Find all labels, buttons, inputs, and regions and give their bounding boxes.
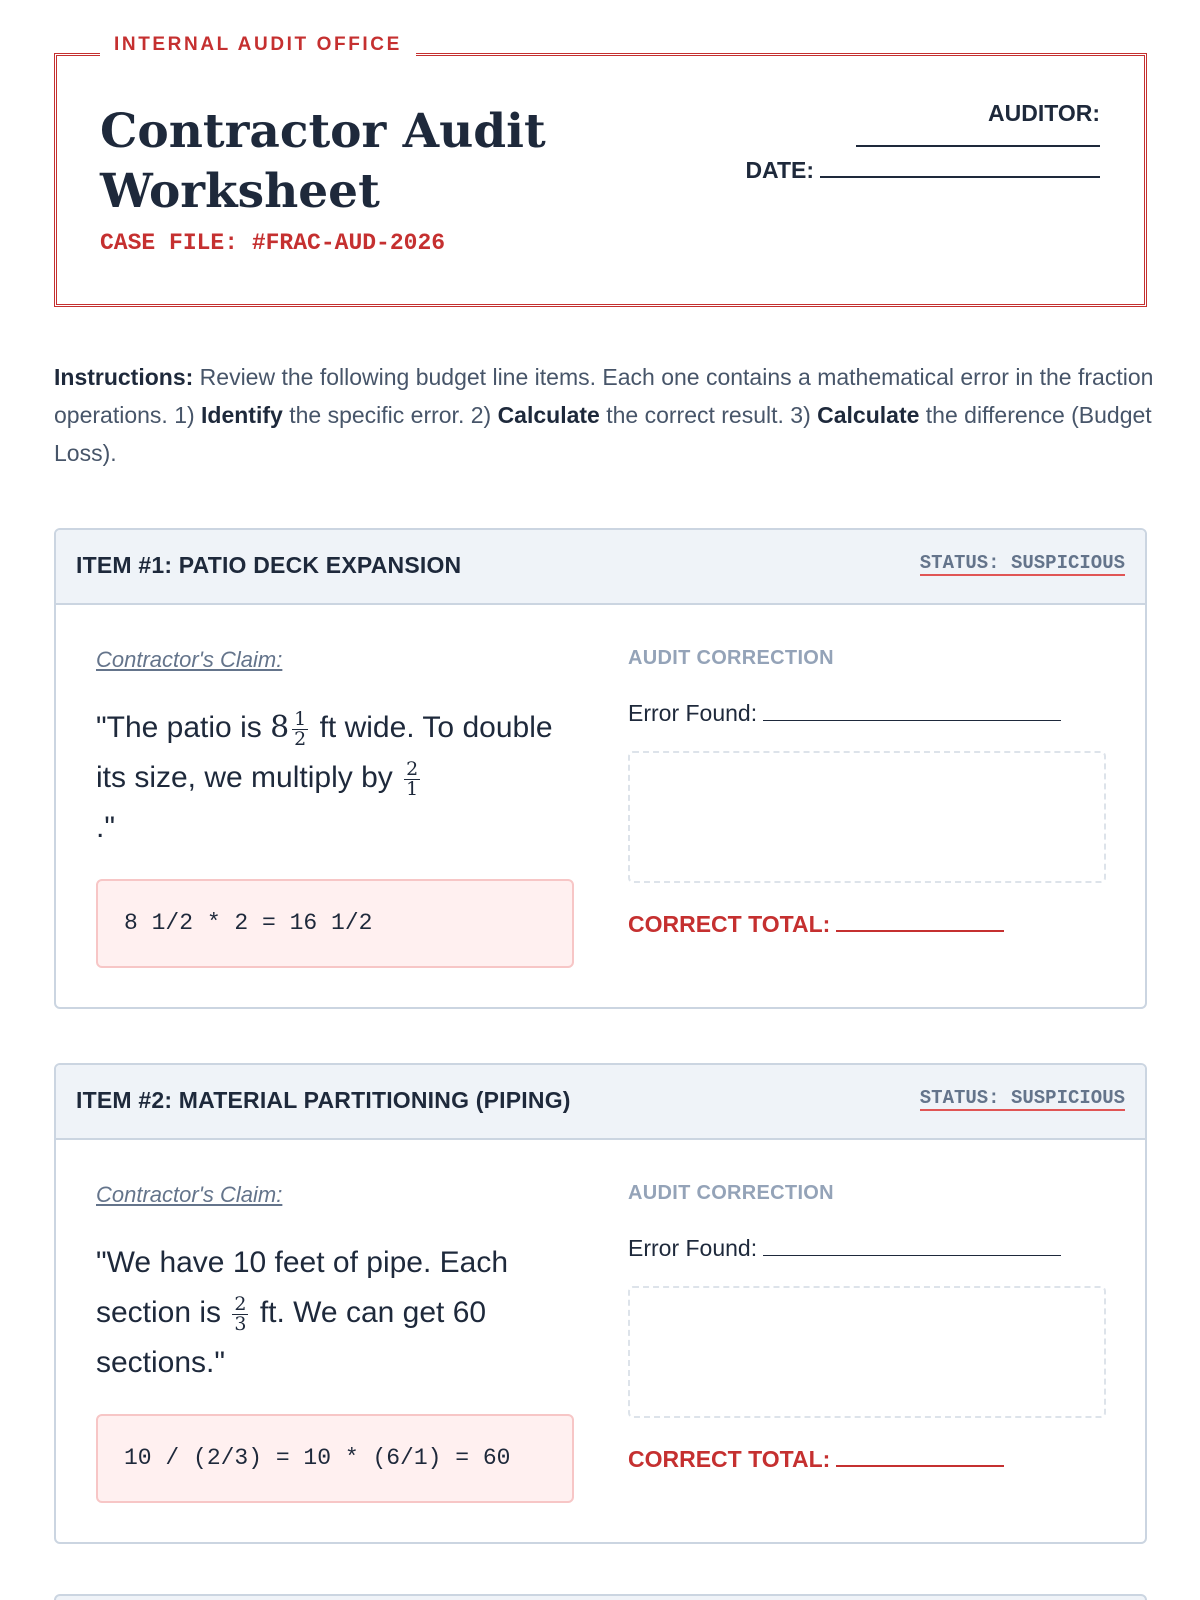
auditor-label: AUDITOR: bbox=[987, 100, 1100, 126]
page-title bbox=[100, 102, 546, 222]
claim-text bbox=[96, 703, 576, 853]
date-row bbox=[740, 157, 1100, 184]
error-found-label: Error Found: bbox=[628, 1235, 758, 1261]
claim-text-part: "The patio is bbox=[96, 711, 271, 744]
item-header bbox=[56, 530, 1145, 605]
correct-total-label: CORRECT TOTAL: bbox=[628, 911, 831, 937]
correct-total-row bbox=[628, 1446, 1004, 1473]
fraction-denominator: 3 bbox=[234, 1312, 247, 1335]
fraction-numerator: 2 bbox=[406, 757, 419, 780]
item-title: ITEM #2: MATERIAL PARTITIONING (PIPING) bbox=[76, 1087, 571, 1113]
correct-total-label: CORRECT TOTAL: bbox=[628, 1446, 831, 1472]
title-line-1: Contractor Audit bbox=[100, 104, 546, 159]
fraction bbox=[292, 707, 308, 750]
fraction-numerator: 1 bbox=[294, 707, 307, 730]
error-found-field[interactable] bbox=[763, 1252, 1061, 1256]
claim-label: Contractor's Claim: bbox=[96, 647, 283, 672]
audit-item-1 bbox=[54, 528, 1147, 1009]
instructions-text: the correct result. 3) bbox=[599, 402, 818, 428]
instructions-calculate: Calculate bbox=[817, 402, 920, 428]
claim-text-part: ft wide. To double its size, we multiply by bbox=[96, 711, 553, 794]
claimed-calculation: 8 1/2 * 2 = 16 1/2 bbox=[96, 879, 574, 968]
correct-total-row bbox=[628, 911, 1004, 938]
fraction-denominator: 2 bbox=[294, 727, 307, 750]
error-found-label: Error Found: bbox=[628, 700, 758, 726]
date-field[interactable] bbox=[820, 174, 1100, 178]
claim-text-part: ft. We can get 60 sections." bbox=[96, 1296, 487, 1379]
status-badge: STATUS: SUSPICIOUS bbox=[919, 1087, 1125, 1109]
audit-correction-label: AUDIT CORRECTION bbox=[628, 1182, 834, 1204]
instructions bbox=[54, 358, 1154, 472]
auditor-field[interactable] bbox=[856, 127, 1100, 147]
audit-item-2 bbox=[54, 1063, 1147, 1544]
date-label: DATE: bbox=[745, 157, 814, 183]
fraction bbox=[232, 1292, 248, 1335]
instructions-identify: Identify bbox=[201, 402, 283, 428]
fraction-denominator: 1 bbox=[406, 777, 419, 800]
office-label: INTERNAL AUDIT OFFICE bbox=[100, 34, 416, 56]
title-line-2: Worksheet bbox=[100, 164, 380, 219]
fraction-numerator: 2 bbox=[234, 1292, 247, 1315]
correct-total-field[interactable] bbox=[836, 1463, 1004, 1467]
instructions-text: Review the following budget line items. Each one contains a mathematical error in the fraction operations. 1) bbox=[54, 364, 1154, 428]
item-header bbox=[56, 1065, 1145, 1140]
claim-text bbox=[96, 1238, 576, 1388]
auditor-block bbox=[740, 100, 1100, 184]
fraction bbox=[404, 757, 420, 800]
claimed-calculation: 10 / (2/3) = 10 * (6/1) = 60 bbox=[96, 1414, 574, 1503]
status-badge: STATUS: SUSPICIOUS bbox=[919, 552, 1125, 574]
work-area[interactable] bbox=[628, 751, 1106, 883]
instructions-text: the difference (Budget Loss). bbox=[54, 402, 1152, 466]
mixed-number-whole: 8 bbox=[270, 710, 290, 745]
instructions-lead: Instructions: bbox=[54, 364, 194, 390]
claim-text-part: "We have 10 feet of pipe. Each section is bbox=[96, 1246, 509, 1329]
error-found-row bbox=[628, 700, 1061, 727]
case-file-number: CASE FILE: #FRAC-AUD-2026 bbox=[100, 230, 446, 256]
item-title: ITEM #1: PATIO DECK EXPANSION bbox=[76, 552, 462, 578]
correct-total-field[interactable] bbox=[836, 928, 1004, 932]
error-found-row bbox=[628, 1235, 1061, 1262]
error-found-field[interactable] bbox=[763, 717, 1061, 721]
audit-item-3-edge bbox=[54, 1594, 1147, 1600]
audit-correction-label: AUDIT CORRECTION bbox=[628, 647, 834, 669]
work-area[interactable] bbox=[628, 1286, 1106, 1418]
claim-label: Contractor's Claim: bbox=[96, 1182, 283, 1207]
claim-text-part: ." bbox=[96, 811, 115, 844]
instructions-calculate: Calculate bbox=[497, 402, 600, 428]
instructions-text: the specific error. 2) bbox=[282, 402, 498, 428]
